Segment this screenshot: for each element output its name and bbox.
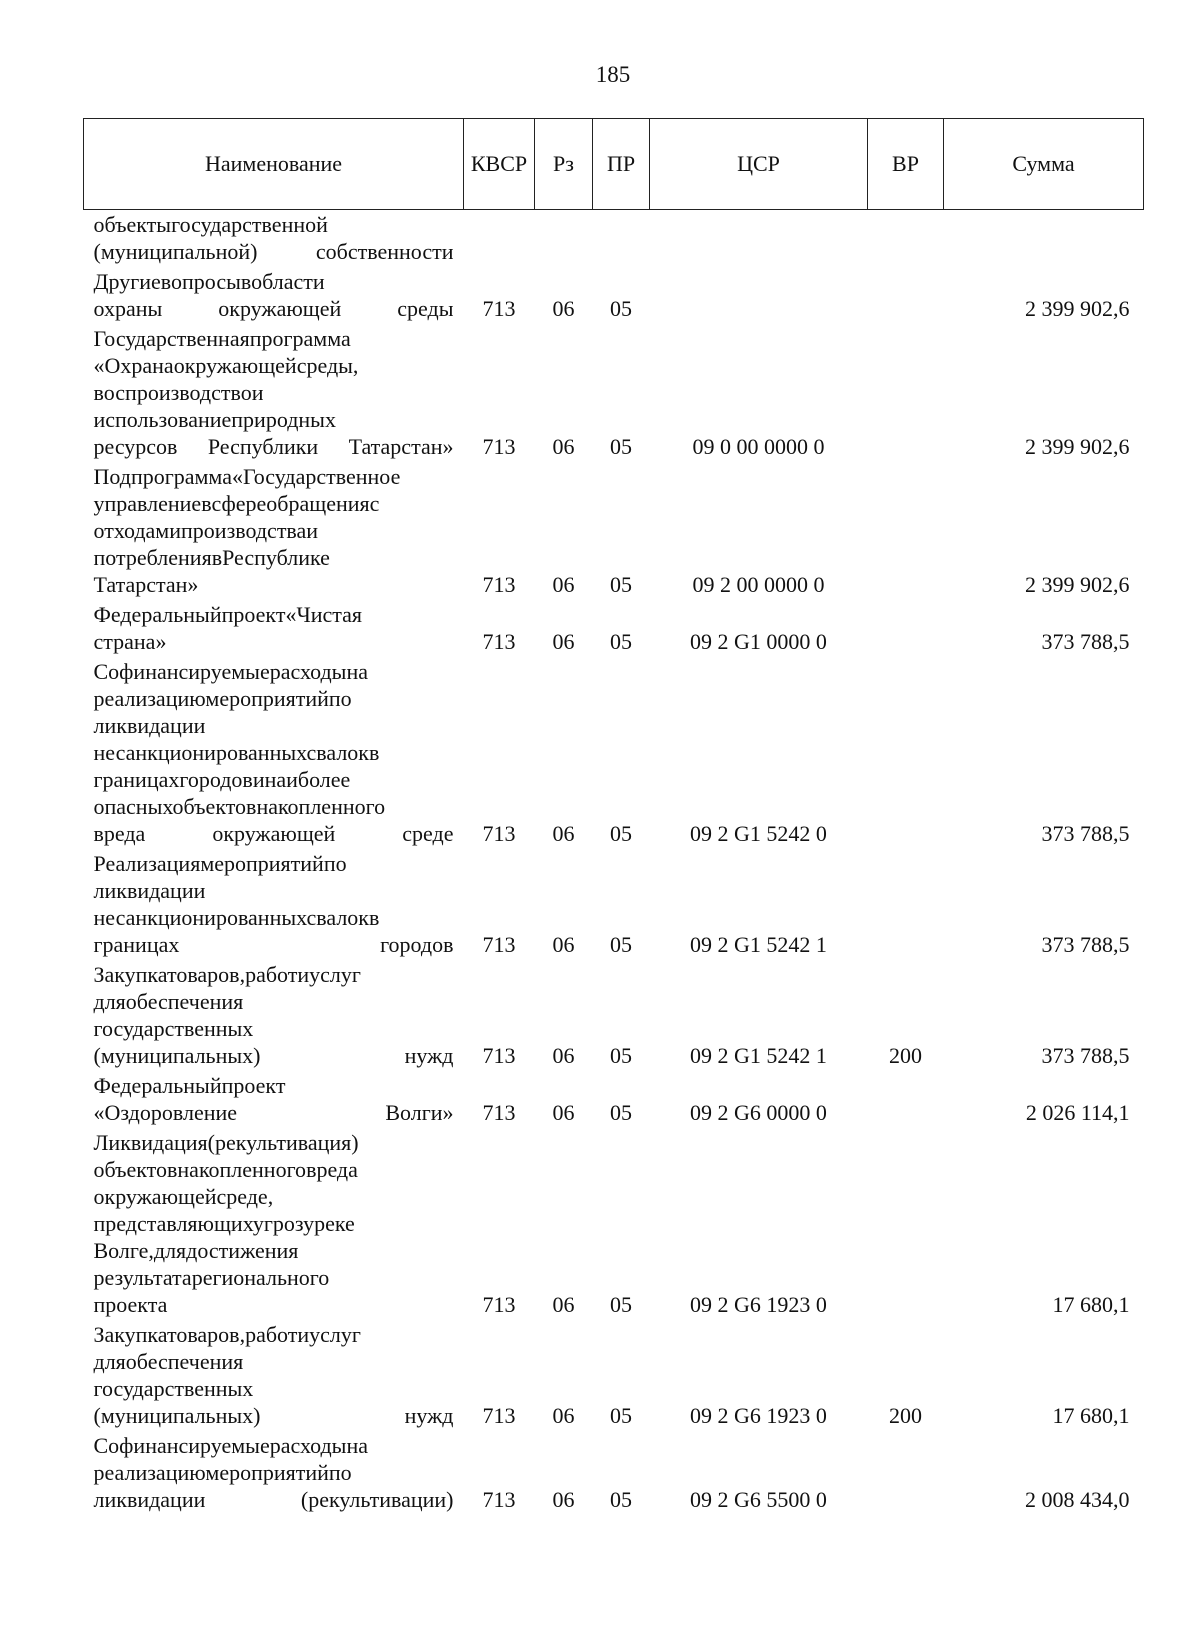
row-name-line: дляобеспечения: [93, 1349, 244, 1374]
row-csr: 09 2 00 0000 0: [692, 572, 825, 597]
row-kvsr: 713: [482, 296, 516, 321]
row-sum: 373 788,5: [1041, 932, 1130, 957]
row-csr: 09 2 G6 5500 0: [690, 1487, 827, 1512]
row-rz: 06: [552, 296, 575, 321]
table-row: [84, 1128, 1144, 1320]
row-name-line: реализациюмероприятийпо: [93, 686, 352, 711]
row-sum: 17 680,1: [1052, 1403, 1130, 1428]
row-pr: 05: [610, 1043, 632, 1068]
table-header-row: [84, 119, 1144, 210]
row-name-line: «Оздоровление Волги»: [93, 1100, 454, 1125]
row-pr: 05: [610, 932, 632, 957]
row-rz: 06: [552, 629, 575, 654]
row-name-line: Реализациямероприятийпо: [93, 851, 347, 876]
table-row: [84, 324, 1144, 462]
row-csr: 09 2 G6 0000 0: [690, 1100, 827, 1125]
row-name-line: государственных: [93, 1376, 254, 1401]
row-csr: 09 2 G1 5242 1: [690, 932, 827, 957]
row-csr: [650, 267, 868, 324]
row-kvsr: 713: [482, 821, 516, 846]
row-pr: 05: [610, 434, 632, 459]
row-rz: 06: [552, 821, 575, 846]
header-sum: Сумма: [944, 119, 1144, 210]
header-csr: ЦСР: [650, 119, 868, 210]
row-name-line: Ликвидация(рекультивация): [93, 1130, 359, 1155]
row-csr: 09 2 G1 5242 0: [690, 821, 827, 846]
row-name-line: дляобеспечения: [93, 989, 244, 1014]
table-row: [84, 657, 1144, 849]
row-name-line: границахгородовинаиболее: [93, 767, 351, 792]
row-name-line: использованиеприродных: [93, 407, 336, 432]
row-vr: [868, 267, 944, 324]
row-name-line: охраны окружающей среды: [93, 296, 454, 321]
row-name: [84, 1320, 464, 1431]
row-vr: [868, 324, 944, 462]
row-name-line: страна»: [93, 629, 167, 654]
row-vr: [868, 600, 944, 657]
header-pr: ПР: [593, 119, 650, 210]
row-sum: 2 399 902,6: [1025, 572, 1130, 597]
row-kvsr: 713: [482, 1100, 516, 1125]
row-vr: [868, 1071, 944, 1128]
row-name-line: границах городов: [93, 932, 454, 957]
row-rz: 06: [552, 434, 575, 459]
row-name-line: Софинансируемыерасходына: [93, 659, 369, 684]
row-name: [84, 600, 464, 657]
row-sum: 2 399 902,6: [1025, 296, 1130, 321]
row-vr: [868, 657, 944, 849]
row-name-line: вреда окружающей среде: [93, 821, 454, 846]
row-name-line: Другиевопросывобласти: [93, 269, 325, 294]
row-pr: 05: [610, 629, 632, 654]
row-kvsr: 713: [482, 1043, 516, 1068]
row-pr: 05: [610, 1100, 632, 1125]
row-kvsr: [464, 210, 535, 268]
row-name-line: Татарстан»: [93, 572, 199, 597]
row-name-line: государственных: [93, 1016, 254, 1041]
row-vr: [868, 849, 944, 960]
table-row: [84, 267, 1144, 324]
row-vr: [868, 210, 944, 268]
row-name-line: Волге,длядостижения: [93, 1238, 299, 1263]
row-pr: 05: [610, 1292, 632, 1317]
row-vr: [868, 1128, 944, 1320]
header-rz: Рз: [535, 119, 593, 210]
page-number: 185: [595, 62, 631, 87]
row-vr: 200: [889, 1403, 922, 1428]
row-name-line: объектовнакопленноговреда: [93, 1157, 358, 1182]
row-kvsr: 713: [482, 1487, 516, 1512]
budget-table: [83, 118, 1144, 1515]
row-rz: 06: [552, 1292, 575, 1317]
row-rz: 06: [552, 572, 575, 597]
row-name-line: отходамипроизводстваи: [93, 518, 319, 543]
row-name-line: Государственнаяпрограмма: [93, 326, 351, 351]
row-name: [84, 267, 464, 324]
row-name-line: представляющихугрозуреке: [93, 1211, 355, 1236]
row-csr: 09 0 00 0000 0: [692, 434, 825, 459]
row-sum: 373 788,5: [1041, 1043, 1130, 1068]
row-rz: [535, 210, 593, 268]
row-name: [84, 1071, 464, 1128]
row-pr: 05: [610, 821, 632, 846]
row-name: [84, 960, 464, 1071]
table-row: [84, 849, 1144, 960]
row-kvsr: 713: [482, 1292, 516, 1317]
header-vr: ВР: [868, 119, 944, 210]
table-row: [84, 1320, 1144, 1431]
row-csr: [650, 210, 868, 268]
row-name-line: «Охранаокружающейсреды,: [93, 353, 359, 378]
row-name-line: несанкционированныхсвалокв: [93, 905, 380, 930]
row-name-line: (муниципальных) нужд: [93, 1043, 454, 1068]
row-kvsr: 713: [482, 1403, 516, 1428]
row-name-line: проекта: [93, 1292, 168, 1317]
row-vr: [868, 462, 944, 600]
row-kvsr: 713: [482, 572, 516, 597]
row-vr: 200: [889, 1043, 922, 1068]
row-name-line: ликвидации (рекультивации): [93, 1487, 454, 1512]
row-pr: [593, 210, 650, 268]
row-name-line: окружающейсреде,: [93, 1184, 274, 1209]
row-name: [84, 462, 464, 600]
row-name-line: (муниципальной) собственности: [93, 239, 454, 264]
row-name: [84, 1431, 464, 1515]
row-sum: 2 399 902,6: [1025, 434, 1130, 459]
row-name-line: потреблениявРеспублике: [93, 545, 330, 570]
row-name-line: Софинансируемыерасходына: [93, 1433, 369, 1458]
row-name-line: Федеральныйпроект: [93, 1073, 286, 1098]
table-row: [84, 1071, 1144, 1128]
row-name-line: результатарегионального: [93, 1265, 330, 1290]
row-name-line: (муниципальных) нужд: [93, 1403, 454, 1428]
row-name: [84, 210, 464, 268]
table-row: [84, 1431, 1144, 1515]
row-vr: [868, 1431, 944, 1515]
row-name-line: ликвидации: [93, 713, 206, 738]
row-csr: 09 2 G6 1923 0: [690, 1292, 827, 1317]
row-pr: 05: [610, 572, 632, 597]
row-rz: 06: [552, 1487, 575, 1512]
row-kvsr: 713: [482, 629, 516, 654]
table-row: [84, 462, 1144, 600]
row-name: [84, 657, 464, 849]
row-pr: 05: [610, 296, 632, 321]
row-sum: 2 008 434,0: [1025, 1487, 1130, 1512]
row-name-line: воспроизводствои: [93, 380, 264, 405]
row-name-line: Федеральныйпроект«Чистая: [93, 602, 363, 627]
row-name: [84, 324, 464, 462]
row-sum: 17 680,1: [1052, 1292, 1130, 1317]
row-name-line: Подпрограмма«Государственное: [93, 464, 401, 489]
header-name: Наименование: [84, 119, 464, 210]
table-row: [84, 600, 1144, 657]
row-rz: 06: [552, 932, 575, 957]
row-name: [84, 849, 464, 960]
row-kvsr: 713: [482, 932, 516, 957]
row-sum: 2 026 114,1: [1025, 1100, 1130, 1125]
row-csr: 09 2 G1 0000 0: [690, 629, 827, 654]
row-name-line: объектыгосударственной: [93, 212, 328, 237]
row-csr: 09 2 G6 1923 0: [690, 1403, 827, 1428]
row-name-line: управлениевсфереобращенияс: [93, 491, 380, 516]
row-name-line: ликвидации: [93, 878, 206, 903]
row-name-line: ресурсов Республики Татарстан»: [93, 434, 454, 459]
table-body: [84, 210, 1144, 1516]
row-rz: 06: [552, 1100, 575, 1125]
row-rz: 06: [552, 1403, 575, 1428]
row-pr: 05: [610, 1403, 632, 1428]
row-name-line: Закупкатоваров,работиуслуг: [93, 1322, 361, 1347]
row-name: [84, 1128, 464, 1320]
row-csr: 09 2 G1 5242 1: [690, 1043, 827, 1068]
table-row: [84, 210, 1144, 268]
row-name-line: несанкционированныхсвалокв: [93, 740, 380, 765]
header-kvsr: КВСР: [464, 119, 535, 210]
row-kvsr: 713: [482, 434, 516, 459]
row-rz: 06: [552, 1043, 575, 1068]
row-name-line: Закупкатоваров,работиуслуг: [93, 962, 361, 987]
row-sum: 373 788,5: [1041, 629, 1130, 654]
table-row: [84, 960, 1144, 1071]
row-name-line: реализациюмероприятийпо: [93, 1460, 352, 1485]
row-name-line: опасныхобъектовнакопленного: [93, 794, 386, 819]
row-sum: [944, 210, 1144, 268]
row-pr: 05: [610, 1487, 632, 1512]
row-sum: 373 788,5: [1041, 821, 1130, 846]
